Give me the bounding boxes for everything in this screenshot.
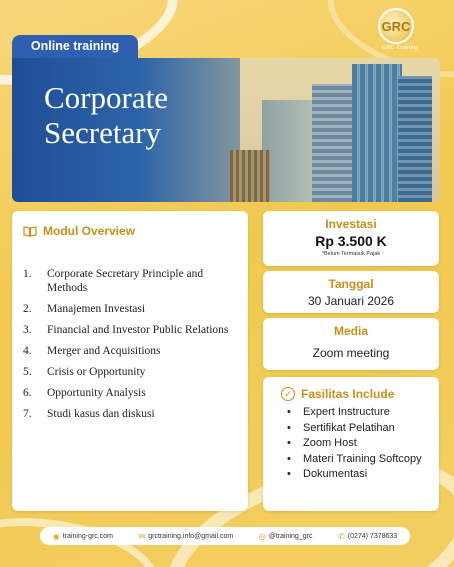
fasilitas-list <box>303 405 439 483</box>
list-item: 7. Studi kasus dan diskusi <box>23 408 155 420</box>
tax-note: *Belum Termasuk Pajak <box>321 251 381 257</box>
phone-link[interactable]: ✆ (0274) 7378633 <box>338 531 398 541</box>
investasi-card <box>263 211 439 266</box>
building <box>398 76 432 202</box>
fasilitas-label: Fasilitas Include <box>301 387 395 401</box>
book-icon <box>23 225 37 237</box>
tanggal-value: 30 Januari 2026 <box>307 294 395 308</box>
phone-icon: ✆ <box>338 531 345 541</box>
email-link[interactable]: ✉ grctraining.info@gmail.com <box>138 531 234 541</box>
list-item: • Dokumentasi <box>303 467 439 483</box>
website-link[interactable]: ◉ training-grc.com <box>52 531 113 541</box>
building <box>352 64 402 202</box>
hero-banner <box>12 58 440 202</box>
page-title: Corporate Secretary <box>44 80 168 150</box>
list-item: 6. Opportunity Analysis <box>23 387 146 399</box>
tanggal-card <box>263 271 439 313</box>
investasi-label: Investasi <box>325 217 377 231</box>
list-item: 3. Financial and Investor Public Relations <box>23 324 229 336</box>
instagram-link[interactable]: ◎ @training_grc <box>258 531 313 541</box>
online-training-badge: Online training <box>12 35 138 58</box>
modul-overview-card <box>12 211 248 511</box>
price: Rp 3.500 K <box>315 233 387 249</box>
grc-logo: GRC <box>378 8 414 44</box>
contact-footer <box>40 527 410 545</box>
tanggal-label: Tanggal <box>328 277 374 291</box>
globe-icon: ◉ <box>52 531 60 541</box>
list-item: 5. Crisis or Opportunity <box>23 366 146 378</box>
list-item: • Materi Training Softcopy <box>303 452 439 468</box>
building <box>230 150 270 202</box>
media-label: Media <box>333 324 368 338</box>
modul-list <box>23 267 238 428</box>
logo-text: GRC Training <box>381 44 419 51</box>
list-item: • Zoom Host <box>303 436 439 452</box>
list-item: • Expert Instructure <box>303 405 439 421</box>
mail-icon: ✉ <box>138 531 146 541</box>
list-item: 4. Merger and Acquisitions <box>23 345 161 357</box>
list-item: • Sertifikat Pelatihan <box>303 421 439 437</box>
media-value: Zoom meeting <box>312 346 390 360</box>
list-item: 1. Corporate Secretary Principle and Methods <box>23 268 204 294</box>
check-circle-icon: ✓ <box>281 387 295 401</box>
fasilitas-card <box>263 377 439 511</box>
instagram-icon: ◎ <box>258 531 266 541</box>
building <box>262 100 318 202</box>
list-item: 2. Manajemen Investasi <box>23 303 146 315</box>
modul-overview-title: Modul Overview <box>43 224 136 238</box>
media-card <box>263 318 439 370</box>
